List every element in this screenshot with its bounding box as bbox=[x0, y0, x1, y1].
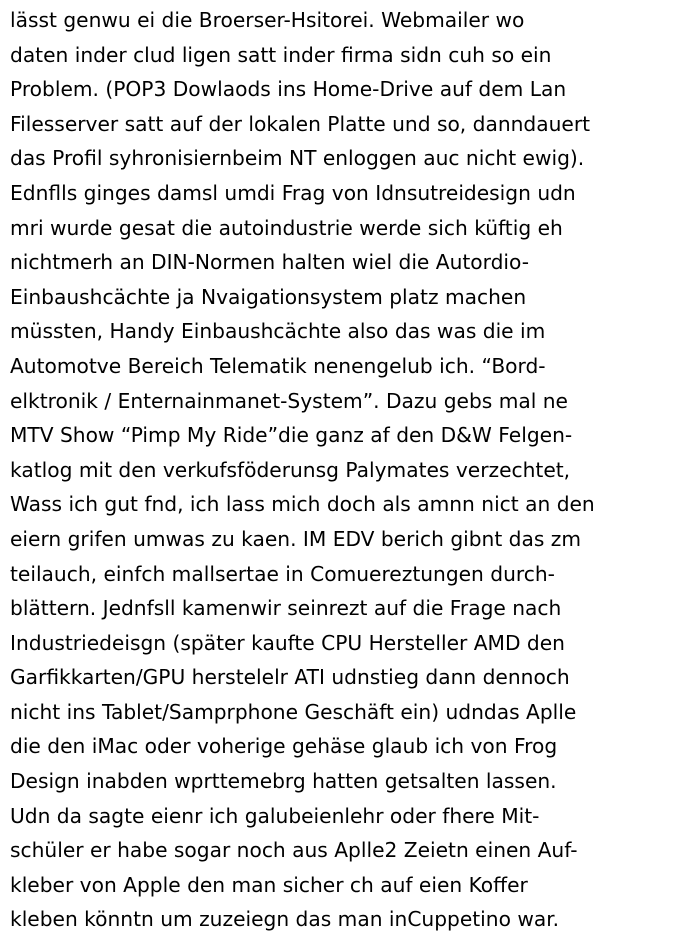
text-line: nicht ins Tablet/Samprphone Geschäft ein) udndas Aplle bbox=[10, 699, 577, 724]
text-line: Problem. (POP3 Dowlaods ins Home-Drive auf dem Lan bbox=[10, 77, 567, 102]
text-line: Automotve Bereich Telematik nenengelub ich. “Bord- bbox=[10, 353, 546, 378]
text-line: Design inabden wprttemebrg hatten getsalten lassen. bbox=[10, 769, 557, 794]
text-line: nichtmerh an DIN-Normen halten wiel die Autordio- bbox=[10, 250, 530, 275]
text-line: teilauch, einfch mallsertae in Comuereztungen durch- bbox=[10, 561, 555, 586]
text-line: eiern grifen umwas zu kaen. IM EDV berich gibnt das zm bbox=[10, 526, 582, 551]
text-line: schüler er habe sogar noch aus Aplle2 Zeietn einen Auf- bbox=[10, 838, 578, 863]
text-line: mri wurde gesat die autoindustrie werde sich küftig eh bbox=[10, 215, 563, 240]
text-line: daten inder clud ligen satt inder firma sidn cuh so ein bbox=[10, 42, 552, 67]
text-line: Filesserver satt auf der lokalen Platte und so, danndauert bbox=[10, 111, 591, 136]
document-page bbox=[10, 3, 680, 937]
text-line: MTV Show “Pimp My Ride”die ganz af den D&W Felgen- bbox=[10, 423, 573, 448]
text-line: katlog mit den verkufsföderunsg Palymates verzechtet, bbox=[10, 457, 571, 482]
text-line: Ednflls ginges damsl umdi Frag von Idnsutreidesign udn bbox=[10, 180, 576, 205]
text-line: Udn da sagte eienr ich galubeienlehr oder fhere Mit- bbox=[10, 803, 540, 828]
text-line: Garfikkarten/GPU herstelelr ATI udnstieg dann dennoch bbox=[10, 665, 570, 690]
text-line: elktronik / Enternainmanet-System”. Dazu gebs mal ne bbox=[10, 388, 568, 413]
text-line: lässt genwu ei die Broerser-Hsitorei. Webmailer wo bbox=[10, 8, 525, 32]
text-line: Industriedeisgn (später kaufte CPU Hersteller AMD den bbox=[10, 630, 565, 655]
text-line: kleber von Apple den man sicher ch auf eien Koffer bbox=[10, 872, 528, 897]
text-line: Einbaushcächte ja Nvaigationsystem platz machen bbox=[10, 284, 527, 309]
text-line: die den iMac oder voherige gehäse glaub ich von Frog bbox=[10, 734, 558, 759]
text-line: Wass ich gut fnd, ich lass mich doch als amnn nict an den bbox=[10, 492, 595, 517]
text-line: blättern. Jednfsll kamenwir seinrezt auf die Frage nach bbox=[10, 596, 562, 621]
text-line: das Profil syhronisiernbeim NT enloggen auc nicht ewig). bbox=[10, 146, 585, 171]
text-line: müssten, Handy Einbaushcächte also das was die im bbox=[10, 319, 546, 344]
text-line: kleben könntn um zuzeiegn das man inCuppetino war. bbox=[10, 907, 560, 932]
